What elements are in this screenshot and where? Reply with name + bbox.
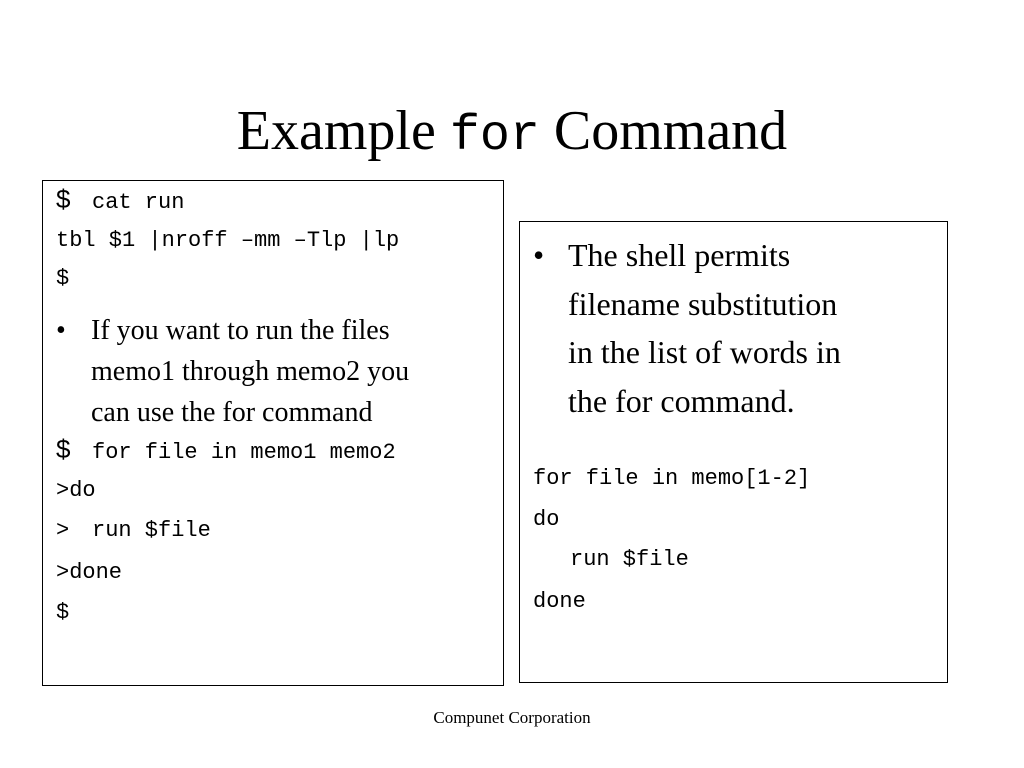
right-bullet-line-4: the for command.	[568, 382, 795, 419]
left-line-cat-run	[56, 186, 184, 216]
run-command: run $file	[92, 518, 211, 543]
shell-prompt: $	[56, 434, 71, 464]
bullet-dot: •	[533, 237, 545, 273]
title-code-keyword: for	[449, 108, 540, 165]
left-bullet-text	[91, 310, 409, 433]
right-bullet-line-1: The shell permits	[568, 237, 791, 273]
left-bullet-line-3: can use the for command	[91, 397, 373, 428]
right-code-do: do	[533, 507, 560, 532]
footer-company: Compunet Corporation	[433, 708, 591, 727]
right-bullet	[533, 231, 943, 427]
right-bullet-line-2: filename substitution	[568, 285, 838, 322]
left-line-tbl: tbl $1 |nroff –mm –Tlp |lp	[56, 228, 400, 253]
cat-run-command: cat run	[92, 190, 185, 215]
left-bullet-line-2: memo1 through memo2 you	[91, 356, 410, 387]
right-code-for: for file in memo[1-2]	[533, 466, 811, 491]
left-bullet-line-1: If you want to run the files	[91, 315, 390, 346]
title-text-before: Example	[236, 100, 436, 162]
left-line-done: >done	[56, 560, 123, 585]
left-bullet	[56, 310, 496, 433]
continuation-prompt: >	[56, 518, 70, 543]
left-line-for	[56, 436, 396, 466]
right-bullet-line-3: in the list of words in	[568, 334, 841, 370]
bullet-dot: •	[56, 315, 66, 346]
left-line-prompt: $	[56, 266, 70, 291]
right-bullet-text	[568, 231, 841, 425]
right-code-run: run $file	[570, 547, 689, 572]
left-line-end-prompt: $	[56, 600, 70, 625]
left-line-do: >do	[56, 478, 96, 503]
right-code-done: done	[533, 589, 586, 614]
shell-prompt: $	[56, 184, 71, 214]
title-text-after: Command	[553, 100, 788, 162]
left-example-box	[42, 180, 504, 686]
slide-title	[0, 96, 1024, 172]
for-command: for file in memo1 memo2	[92, 440, 396, 465]
left-line-run	[56, 518, 211, 544]
